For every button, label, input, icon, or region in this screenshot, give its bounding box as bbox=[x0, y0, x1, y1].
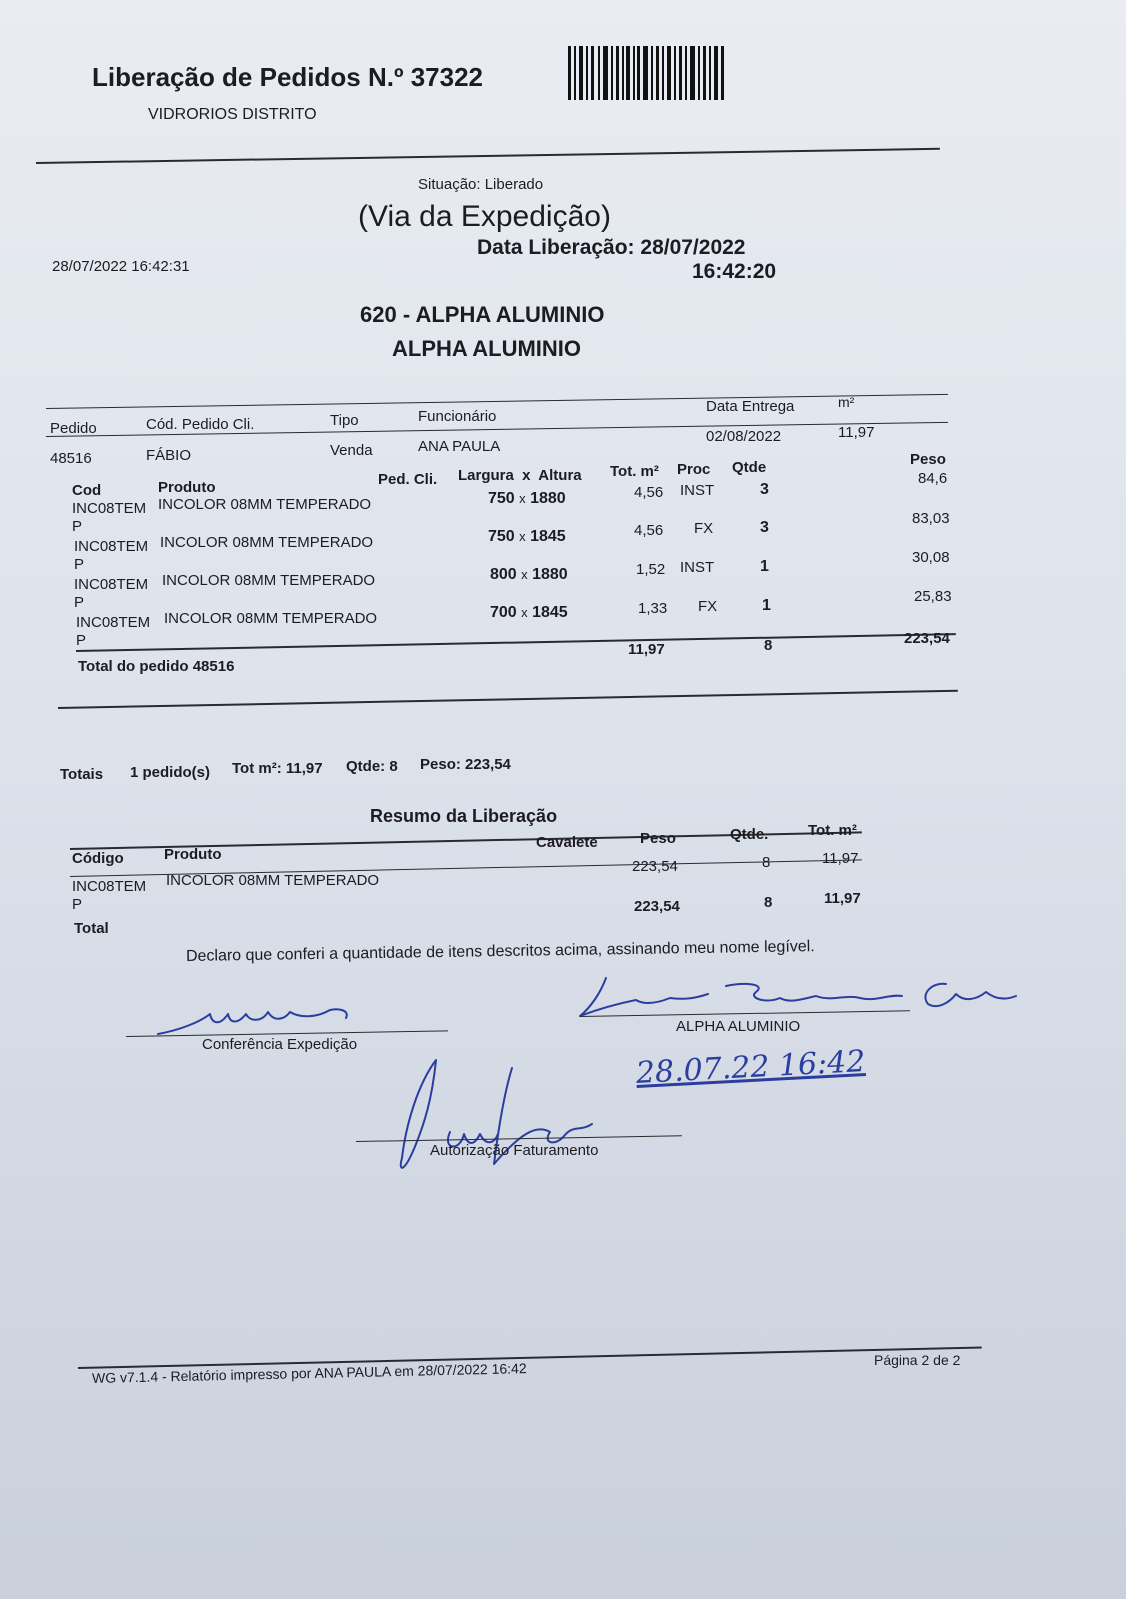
item-cod-suffix: P bbox=[74, 594, 85, 611]
totais-label: Totais bbox=[60, 766, 104, 783]
item-altura: 1880 bbox=[532, 566, 568, 583]
value-funcionario: ANA PAULA bbox=[418, 438, 501, 455]
item-largura: 800 bbox=[490, 566, 517, 583]
label-data-entrega: Data Entrega bbox=[706, 398, 795, 415]
item-dimensions bbox=[488, 490, 566, 508]
item-largura: 750 bbox=[488, 490, 515, 507]
item-qtde: 3 bbox=[760, 519, 769, 536]
table-row bbox=[74, 538, 148, 574]
times-sign: x bbox=[521, 567, 528, 582]
item-proc: INST bbox=[680, 482, 715, 499]
company-name: VIDRORIOS DISTRITO bbox=[148, 106, 317, 123]
value-m2: 11,97 bbox=[838, 424, 875, 441]
item-altura: 1880 bbox=[530, 490, 566, 507]
resumo-total-peso: 223,54 bbox=[634, 898, 680, 915]
item-dimensions bbox=[488, 528, 566, 546]
item-qtde: 1 bbox=[760, 558, 769, 575]
item-cod: INC08TEM bbox=[74, 538, 149, 555]
order-total-peso: 223,54 bbox=[904, 630, 950, 647]
item-peso: 83,03 bbox=[912, 510, 950, 527]
items-bottom-rule bbox=[58, 690, 958, 709]
via-title: (Via da Expedição) bbox=[358, 200, 611, 233]
item-cod: INC08TEM bbox=[76, 614, 151, 631]
resumo-header-produto: Produto bbox=[164, 846, 222, 863]
item-proc: FX bbox=[694, 520, 714, 537]
resumo-codigo: INC08TEM bbox=[72, 878, 147, 895]
resumo-qtde: 8 bbox=[762, 854, 771, 871]
item-tot-m2: 1,33 bbox=[638, 600, 668, 617]
item-cod-suffix: P bbox=[72, 518, 83, 535]
totais-m2: Tot m²: 11,97 bbox=[232, 760, 323, 777]
item-tot-m2: 4,56 bbox=[634, 484, 664, 501]
totais-peso: Peso: 223,54 bbox=[420, 756, 511, 773]
items-header-qtde: Qtde bbox=[732, 459, 767, 476]
item-produto: INCOLOR 08MM TEMPERADO bbox=[158, 496, 372, 513]
barcode bbox=[568, 46, 728, 100]
resumo-header-qtde: Qtde. bbox=[730, 826, 769, 843]
times-sign: x bbox=[521, 605, 528, 620]
resumo-title: Resumo da Liberação bbox=[370, 806, 558, 826]
item-largura: 750 bbox=[488, 528, 515, 545]
items-header-tot-m2: Tot. m² bbox=[610, 463, 659, 480]
items-total-rule bbox=[76, 633, 956, 652]
items-header-produto: Produto bbox=[158, 479, 216, 496]
resumo-produto: INCOLOR 08MM TEMPERADO bbox=[166, 872, 380, 889]
declaration-text: Declaro que conferi a quantidade de itens descritos acima, assinando meu nome legível. bbox=[185, 938, 815, 965]
conferencia-label: Conferência Expedição bbox=[202, 1036, 358, 1053]
order-total-m2: 11,97 bbox=[628, 641, 665, 658]
item-proc: INST bbox=[680, 559, 715, 576]
item-peso: 30,08 bbox=[912, 549, 950, 566]
document-title: Liberação de Pedidos N.º 37322 bbox=[92, 62, 483, 92]
order-total-label: Total do pedido 48516 bbox=[78, 658, 235, 675]
items-header-largura-altura: Largura x Altura bbox=[458, 467, 582, 484]
value-tipo: Venda bbox=[330, 442, 373, 459]
item-altura: 1845 bbox=[530, 528, 566, 545]
item-peso: 25,83 bbox=[914, 588, 952, 605]
resumo-header-tot-m2: Tot. m² bbox=[808, 822, 857, 839]
print-datetime: 28/07/2022 16:42:31 bbox=[52, 258, 190, 275]
label-funcionario: Funcionário bbox=[418, 408, 497, 425]
resumo-total-tot-m2: 11,97 bbox=[824, 890, 861, 907]
autorizacao-label: Autorização Faturamento bbox=[430, 1142, 599, 1159]
item-largura: 700 bbox=[490, 604, 517, 621]
items-header-ped-cli: Ped. Cli. bbox=[378, 471, 438, 488]
label-pedido: Pedido bbox=[50, 420, 97, 437]
item-cod-suffix: P bbox=[76, 632, 87, 649]
resumo-header-cavalete: Cavalete bbox=[536, 834, 598, 851]
client-signature bbox=[576, 970, 1026, 1030]
release-date: Data Liberação: 28/07/2022 bbox=[477, 236, 746, 259]
header-rule bbox=[36, 148, 940, 164]
resumo-codigo-suffix: P bbox=[72, 896, 83, 913]
client-signature-label: ALPHA ALUMINIO bbox=[676, 1018, 801, 1035]
item-produto: INCOLOR 08MM TEMPERADO bbox=[164, 610, 378, 627]
items-header-peso: Peso bbox=[910, 451, 946, 468]
item-tot-m2: 1,52 bbox=[636, 561, 666, 578]
resumo-total-qtde: 8 bbox=[764, 894, 773, 911]
item-altura: 1845 bbox=[532, 604, 568, 621]
status-text: Situação: Liberado bbox=[418, 176, 544, 193]
order-total-qtde: 8 bbox=[764, 637, 773, 654]
label-m2: m² bbox=[838, 394, 855, 410]
times-sign: x bbox=[519, 491, 526, 506]
table-row bbox=[76, 614, 150, 650]
item-cod: INC08TEM bbox=[74, 576, 149, 593]
item-qtde: 1 bbox=[762, 597, 771, 614]
table-row bbox=[72, 878, 146, 914]
value-data-entrega: 02/08/2022 bbox=[706, 428, 782, 445]
resumo-header-peso: Peso bbox=[640, 830, 676, 847]
footer-rule bbox=[78, 1346, 982, 1369]
item-cod: INC08TEM bbox=[72, 500, 147, 517]
client-name: ALPHA ALUMINIO bbox=[392, 336, 582, 361]
label-cod-pedido-cli: Cód. Pedido Cli. bbox=[146, 416, 255, 433]
item-produto: INCOLOR 08MM TEMPERADO bbox=[160, 534, 374, 551]
footer-page-number: Página 2 de 2 bbox=[874, 1352, 961, 1368]
client-code-name: 620 - ALPHA ALUMINIO bbox=[360, 302, 605, 327]
resumo-tot-m2: 11,97 bbox=[822, 850, 859, 867]
items-header-cod: Cod bbox=[72, 482, 102, 499]
totais-qtde: Qtde: 8 bbox=[346, 758, 398, 775]
item-tot-m2: 4,56 bbox=[634, 522, 664, 539]
item-peso: 84,6 bbox=[918, 470, 948, 487]
item-cod-suffix: P bbox=[74, 556, 85, 573]
release-time: 16:42:20 bbox=[692, 260, 777, 283]
item-produto: INCOLOR 08MM TEMPERADO bbox=[162, 572, 376, 589]
order-header-rule-top bbox=[46, 394, 948, 409]
item-dimensions bbox=[490, 566, 568, 584]
times-sign: x bbox=[519, 529, 526, 544]
label-tipo: Tipo bbox=[330, 412, 359, 429]
handwritten-date: 28.07.22 16:42 bbox=[635, 1044, 867, 1091]
item-qtde: 3 bbox=[760, 481, 769, 498]
items-header-proc: Proc bbox=[677, 461, 711, 478]
item-proc: FX bbox=[698, 598, 718, 615]
footer-printed-by: WG v7.1.4 - Relatório impresso por ANA PAULA em 28/07/2022 16:42 bbox=[91, 1360, 527, 1386]
item-dimensions bbox=[490, 604, 568, 622]
resumo-peso: 223,54 bbox=[632, 858, 678, 875]
table-row bbox=[72, 500, 146, 536]
autorizacao-signature bbox=[380, 1054, 630, 1184]
totais-pedidos: 1 pedido(s) bbox=[130, 764, 211, 781]
resumo-header-codigo: Código bbox=[72, 850, 124, 867]
value-cod-pedido-cli: FÁBIO bbox=[146, 447, 192, 464]
value-pedido: 48516 bbox=[50, 450, 92, 467]
resumo-total-label: Total bbox=[74, 920, 109, 937]
table-row bbox=[74, 576, 148, 612]
